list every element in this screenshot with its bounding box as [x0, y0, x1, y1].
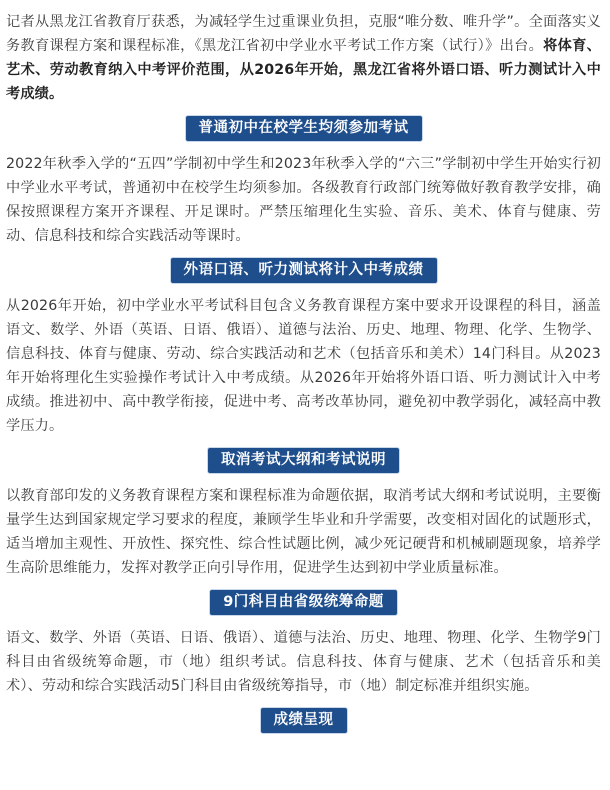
intro-bold-text: 将体育、艺术、劳动教育纳入中考评价范围，从2026年开始，黑龙江省将外语口语、听力测试计入中考成绩。: [6, 38, 601, 102]
section-heading-foreign-language: 外语口语、听力测试将计入中考成绩: [171, 258, 437, 283]
section-heading-wrap: [6, 448, 601, 473]
section-heading-cancel-syllabus: 取消考试大纲和考试说明: [208, 448, 399, 473]
intro-paragraph: [6, 10, 601, 106]
section-heading-score-presentation: 成绩呈现: [261, 708, 347, 733]
section-heading-wrap: [6, 590, 601, 615]
section-heading-provincial-exams: 9门科目由省级统筹命题: [210, 590, 397, 615]
section-heading-wrap: [6, 116, 601, 141]
section-heading-wrap: [6, 708, 601, 733]
section-paragraph-foreign-language: 从2026年开始，初中学业水平考试科目包含义务教育课程方案中要求开设课程的科目，涵盖语文、数学、外语（英语、日语、俄语）、道德与法治、历史、地理、物理、化学、生物学、信息科技、体育与健康、劳动、综合实践活动和艺术（包括音乐和美术）14门科目。从2023年开始将理化生实验操作考试计入中考成绩。从2026年开始将外语口语、听力测试计入中考成绩。推进初中、高中教学衔接，促进中考、高考改革协同，避免初中教学弱化，减轻高中教学压力。: [6, 298, 601, 434]
section-heading-exam-participation: 普通初中在校学生均须参加考试: [186, 116, 422, 141]
section-paragraph-exam-participation: 2022年秋季入学的“五四”学制初中学生和2023年秋季入学的“六三”学制初中学生开始实行初中学业水平考试，普通初中在校学生均须参加。各级教育行政部门统筹做好教育教学安排，确保按照课程方案开齐课程、开足课时。严禁压缩理化生实验、音乐、美术、体育与健康、劳动、信息科技和综合实践活动等课时。: [6, 156, 601, 244]
section-paragraph-provincial-exams: 语文、数学、外语（英语、日语、俄语）、道德与法治、历史、地理、物理、化学、生物学9门科目由省级统筹命题，市（地）组织考试。信息科技、体育与健康、艺术（包括音乐和美术）、劳动和综合实践活动5门科目由省级统筹指导，市（地）制定标准并组织实施。: [6, 630, 601, 694]
section-paragraph-cancel-syllabus: 以教育部印发的义务教育课程方案和课程标准为命题依据，取消考试大纲和考试说明，主要衡量学生达到国家规定学习要求的程度，兼顾学生毕业和升学需要，改变相对固化的试题形式，适当增加主观性、开放性、探究性、综合性试题比例，减少死记硬背和机械刷题现象，培养学生高阶思维能力，发挥对教学正向引导作用，促进学生达到初中学业质量标准。: [6, 488, 601, 576]
intro-text: 记者从黑龙江省教育厅获悉，为减轻学生过重课业负担，克服“唯分数、唯升学”。全面落实义务教育课程方案和课程标准，《黑龙江省初中学业水平考试工作方案（试行）》出台。: [6, 14, 601, 54]
section-heading-wrap: [6, 258, 601, 283]
